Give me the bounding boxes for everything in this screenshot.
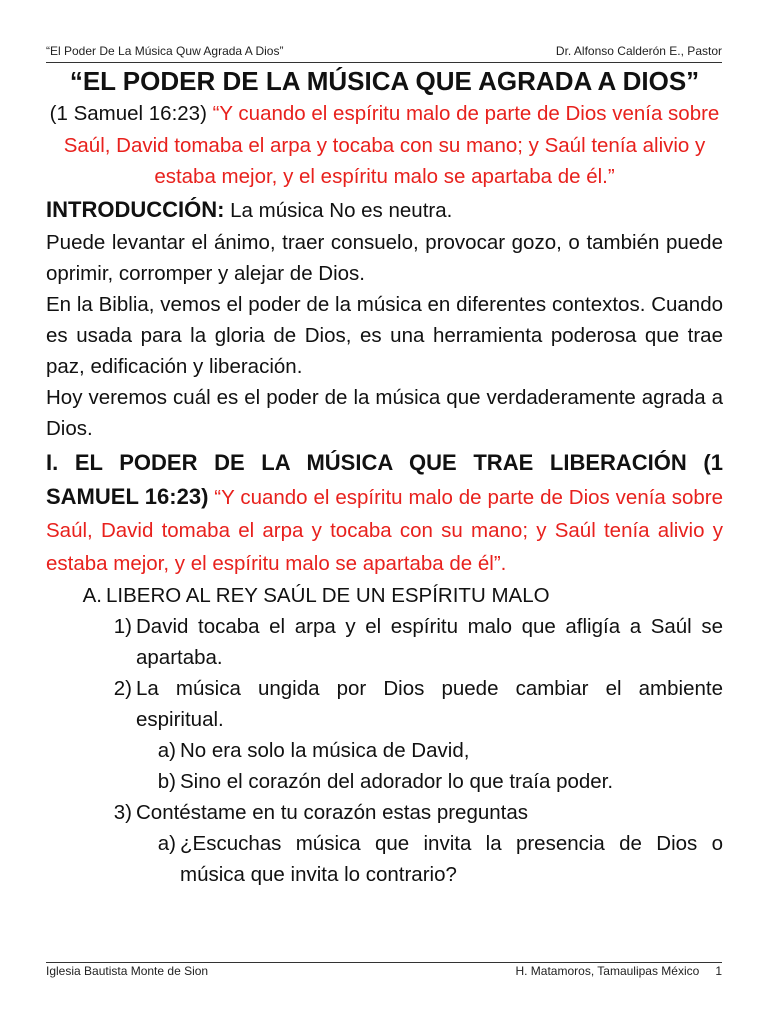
- section-title: I. EL PODER DE LA MÚSICA QUE TRAE LIBERACIÓN (1 SAMUEL 16:23): [46, 449, 723, 509]
- outline-marker: 3): [113, 800, 132, 824]
- outline-marker: 1): [113, 614, 132, 638]
- outline-text: No era solo la música de David,: [180, 738, 470, 762]
- footer-location: H. Matamoros, Tamaulipas México: [515, 964, 700, 978]
- outline-item-3a: [46, 828, 723, 890]
- outline-text: LIBERO AL REY SAÚL DE UN ESPÍRITU MALO: [106, 583, 550, 607]
- page-header: [46, 44, 722, 58]
- outline-item-1: [46, 611, 723, 673]
- outline-item-2: [46, 673, 723, 735]
- main-verse: [46, 98, 723, 193]
- outline-text: Sino el corazón del adorador lo que traía poder.: [180, 769, 614, 793]
- outline-marker: b): [157, 769, 176, 793]
- intro-paragraph: En la Biblia, vemos el poder de la música en diferentes contextos. Cuando es usada para la gloria de Dios, es una herramienta poderosa que trae paz, edificación y liberación.: [46, 292, 723, 378]
- page-number: 1: [715, 964, 722, 978]
- outline-item-2a: [46, 735, 723, 766]
- document-title: “EL PODER DE LA MÚSICA QUE AGRADA A DIOS”: [69, 66, 700, 96]
- outline-point-a: [46, 580, 723, 611]
- header-author: Dr. Alfonso Calderón E., Pastor: [555, 44, 722, 58]
- intro-paragraph: Puede levantar el ánimo, traer consuelo, provocar gozo, o también puede oprimir, corromper y alejar de Dios.: [46, 230, 723, 285]
- document-body: [46, 64, 723, 890]
- outline-marker: A.: [82, 583, 102, 607]
- outline-marker: a): [157, 831, 176, 855]
- footer-church: Iglesia Bautista Monte de Sion: [46, 964, 209, 978]
- outline-marker: 2): [113, 676, 132, 700]
- page-footer: [46, 964, 722, 978]
- section-heading: [46, 446, 723, 580]
- outline-text: La música ungida por Dios puede cambiar el ambiente espiritual.: [136, 676, 723, 731]
- header-rule: [46, 62, 722, 63]
- intro-heading: INTRODUCCIÓN:: [46, 196, 225, 222]
- verse-reference: (1 Samuel 16:23): [49, 102, 207, 125]
- outline-marker: a): [157, 738, 176, 762]
- footer-right: [515, 964, 722, 978]
- intro-lead: La música No es neutra.: [224, 198, 453, 222]
- section-verse: “Y cuando el espíritu malo de parte de Dios venía sobre Saúl, David tomaba el arpa y tocaba con su mano; y Saúl tenía alivio y estaba mejor, y el espíritu malo se apartaba de él”.: [46, 485, 724, 575]
- header-title: “El Poder De La Música Quw Agrada A Dios”: [46, 44, 284, 58]
- intro-paragraph: Hoy veremos cuál es el poder de la música que verdaderamente agrada a Dios.: [46, 385, 723, 440]
- outline-text: ¿Escuchas música que invita la presencia de Dios o música que invita lo contrario?: [180, 831, 723, 886]
- verse-text: “Y cuando el espíritu malo de parte de Dios venía sobre Saúl, David tomaba el arpa y tocaba con su mano; y Saúl tenía alivio y estaba mejor, y el espíritu malo se apartaba de él.”: [63, 102, 720, 188]
- outline-text: Contéstame en tu corazón estas preguntas: [136, 800, 529, 824]
- intro-line: [46, 193, 723, 227]
- outline-item-3: [46, 797, 723, 828]
- footer-rule: [46, 962, 722, 963]
- outline-item-2b: [46, 766, 723, 797]
- outline-text: David tocaba el arpa y el espíritu malo que afligía a Saúl se apartaba.: [136, 614, 723, 669]
